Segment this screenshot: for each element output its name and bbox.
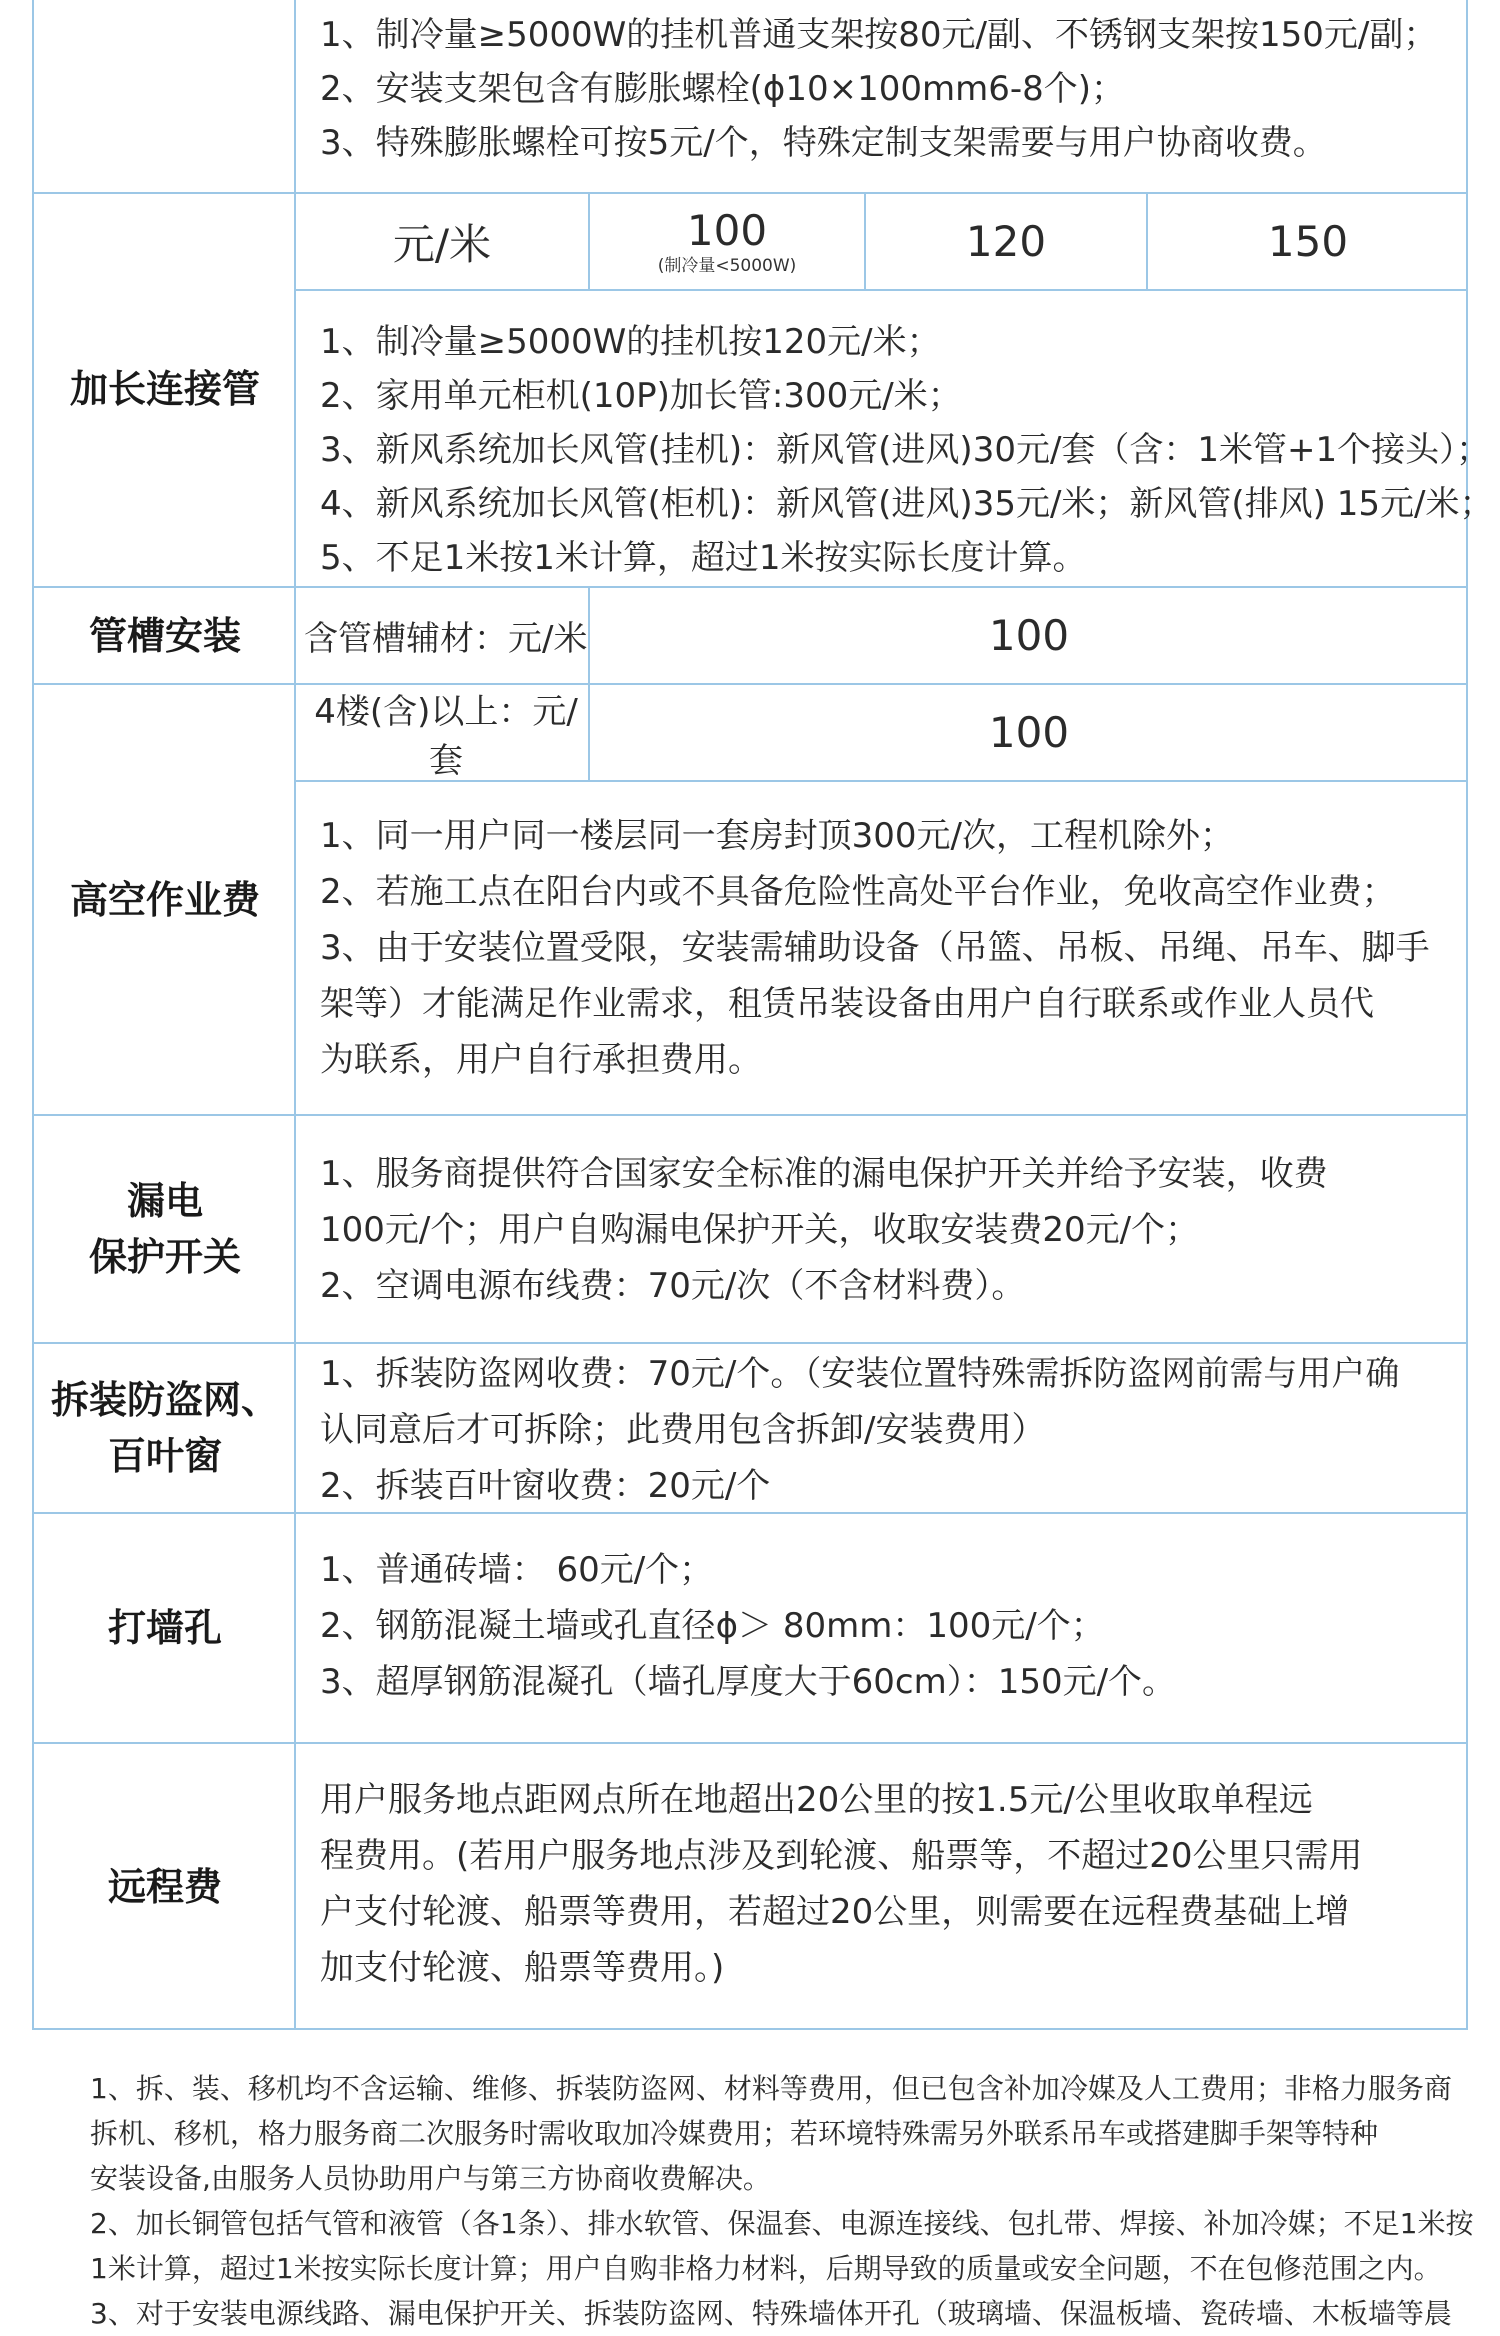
text-line: 1、服务商提供符合国家安全标准的漏电保护开关并给予安装，收费 bbox=[320, 1154, 1328, 1194]
unit-label-cell bbox=[296, 194, 588, 289]
price-note: (制冷量<5000W) bbox=[657, 255, 797, 276]
text-line: 用户服务地点距网点所在地超出20公里的按1.5元/公里收取单程远 bbox=[320, 1780, 1313, 1820]
text-line: 1、拆装防盗网收费：70元/个。（安装位置特殊需拆防盗网前需与用户确 bbox=[320, 1354, 1400, 1394]
extension-pipe-heading: 加长连接管 bbox=[69, 367, 260, 411]
anti-theft-text bbox=[320, 1346, 1460, 1514]
footnotes bbox=[90, 2066, 1474, 2336]
text-line: 为联系，用户自行承担费用。 bbox=[320, 1040, 762, 1080]
price-value: 150 bbox=[1267, 217, 1349, 266]
high-altitude-heading: 高空作业费 bbox=[69, 877, 260, 922]
footnote-line: 安装设备,由服务人员协助用户与第三方协商收费解决。 bbox=[90, 2162, 771, 2195]
text-line: 2、若施工点在阳台内或不具备危险性高处平台作业，免收高空作业费； bbox=[320, 872, 1396, 912]
wall-hole-text bbox=[320, 1542, 1460, 1710]
install-bracket-text bbox=[320, 8, 1460, 170]
footnote-line: 1米计算，超过1米按实际长度计算；用户自购非格力材料，后期导致的质量或安全问题，不在包修范围之内。 bbox=[90, 2252, 1442, 2285]
high-altitude-label-cell bbox=[296, 685, 588, 780]
price-value: 100 bbox=[686, 205, 768, 255]
text-line: 程费用。(若用户服务地点涉及到轮渡、船票等，不超过20公里只需用 bbox=[320, 1836, 1363, 1876]
text-line: 3、由于安装位置受限，安装需辅助设备（吊篮、吊板、吊绳、吊车、脚手 bbox=[320, 928, 1430, 968]
high-altitude-text bbox=[320, 808, 1460, 1088]
price-cell bbox=[590, 194, 864, 289]
leakage-switch-heading bbox=[34, 1116, 296, 1342]
text-line: 5、不足1米按1米计算，超过1米按实际长度计算。 bbox=[320, 538, 1087, 578]
trunking-value: 100 bbox=[988, 611, 1070, 660]
text-line: 户支付轮渡、船票等费用，若超过20公里，则需要在远程费基础上增 bbox=[320, 1892, 1350, 1932]
trunking-label-cell bbox=[296, 588, 588, 683]
price-cell bbox=[866, 194, 1146, 289]
text-line: 2、家用单元柜机(10P)加长管:300元/米； bbox=[320, 376, 962, 416]
extension-pipe-text bbox=[320, 315, 1494, 585]
footnote-line: 拆机、移机，格力服务商二次服务时需收取加冷媒费用；若环境特殊需另外联系吊车或搭建脚手架等特种 bbox=[90, 2117, 1379, 2150]
text-line: 4、新风系统加长风管(柜机)：新风管(进风)35元/米；新风管(排风) 15元/米； bbox=[320, 484, 1494, 524]
trunking-label: 含管槽辅材：元/米 bbox=[304, 619, 588, 659]
heading-line: 漏电 bbox=[126, 1179, 203, 1223]
text-line: 3、超厚钢筋混凝孔（墙孔厚度大于60cm）：150元/个。 bbox=[320, 1662, 1177, 1702]
footnote-line: 3、对于安装电源线路、漏电保护开关、拆装防盗网、特殊墙体开孔（玻璃墙、保温板墙、瓷砖墙、木板墙等晨 bbox=[90, 2297, 1452, 2330]
remote-fee-text bbox=[320, 1772, 1460, 1996]
trunking-value-cell bbox=[590, 588, 1468, 683]
text-line: 加支付轮渡、船票等费用。) bbox=[320, 1948, 725, 1988]
heading-line: 拆装防盗网、 bbox=[50, 1378, 279, 1422]
heading-line: 保护开关 bbox=[88, 1235, 241, 1279]
text-line: 3、新风系统加长风管(挂机)：新风管(进风)30元/套（含：1米管+1个接头）； bbox=[320, 430, 1491, 470]
high-altitude-value-cell bbox=[590, 685, 1468, 780]
text-line: 100元/个；用户自购漏电保护开关，收取安装费20元/个； bbox=[320, 1210, 1200, 1250]
leakage-switch-text bbox=[320, 1146, 1460, 1314]
text-line: 架等）才能满足作业需求，租赁吊装设备由用户自行联系或作业人员代 bbox=[320, 984, 1374, 1024]
remote-fee-heading: 远程费 bbox=[107, 1865, 222, 1909]
text-line: 1、制冷量≥5000W的挂机普通支架按80元/副、不锈钢支架按150元/副； bbox=[320, 15, 1438, 55]
text-line: 2、钢筋混凝土墙或孔直径ϕ＞ 80mm：100元/个； bbox=[320, 1606, 1105, 1646]
anti-theft-heading bbox=[34, 1344, 296, 1512]
text-line: 认同意后才可拆除；此费用包含拆卸/安装费用） bbox=[320, 1410, 1046, 1450]
unit-label: 元/米 bbox=[392, 219, 492, 269]
text-line: 2、拆装百叶窗收费：20元/个 bbox=[320, 1466, 771, 1506]
high-altitude-label: 4楼(含)以上：元/套 bbox=[314, 691, 578, 781]
text-line: 3、特殊膨胀螺栓可按5元/个，特殊定制支架需要与用户协商收费。 bbox=[320, 123, 1327, 163]
fee-table bbox=[32, 0, 1494, 2030]
footnote-line: 2、加长铜管包括气管和液管（各1条）、排水软管、保温套、电源连接线、包扎带、焊接、补加冷媒；不足1米按 bbox=[90, 2207, 1474, 2240]
heading-line: 百叶窗 bbox=[107, 1434, 222, 1478]
high-altitude-value: 100 bbox=[988, 708, 1070, 757]
text-line: 1、同一用户同一楼层同一套房封顶300元/次，工程机除外； bbox=[320, 816, 1234, 856]
text-line: 1、制冷量≥5000W的挂机按120元/米； bbox=[320, 322, 941, 362]
trunking-heading: 管槽安装 bbox=[88, 613, 241, 658]
price-value: 120 bbox=[965, 217, 1047, 266]
wall-hole-heading: 打墙孔 bbox=[107, 1606, 222, 1650]
row-divider bbox=[296, 289, 1468, 291]
text-line: 2、安装支架包含有膨胀螺栓(ϕ10×100mm6-8个)； bbox=[320, 69, 1126, 109]
price-cell bbox=[1148, 194, 1468, 289]
text-line: 1、普通砖墙： 60元/个； bbox=[320, 1550, 714, 1590]
footnote-line: 1、拆、装、移机均不含运输、维修、拆装防盗网、材料等费用，但已包含补加冷媒及人工费用；非格力服务商 bbox=[90, 2072, 1452, 2105]
text-line: 2、空调电源布线费：70元/次（不含材料费）。 bbox=[320, 1266, 1026, 1306]
